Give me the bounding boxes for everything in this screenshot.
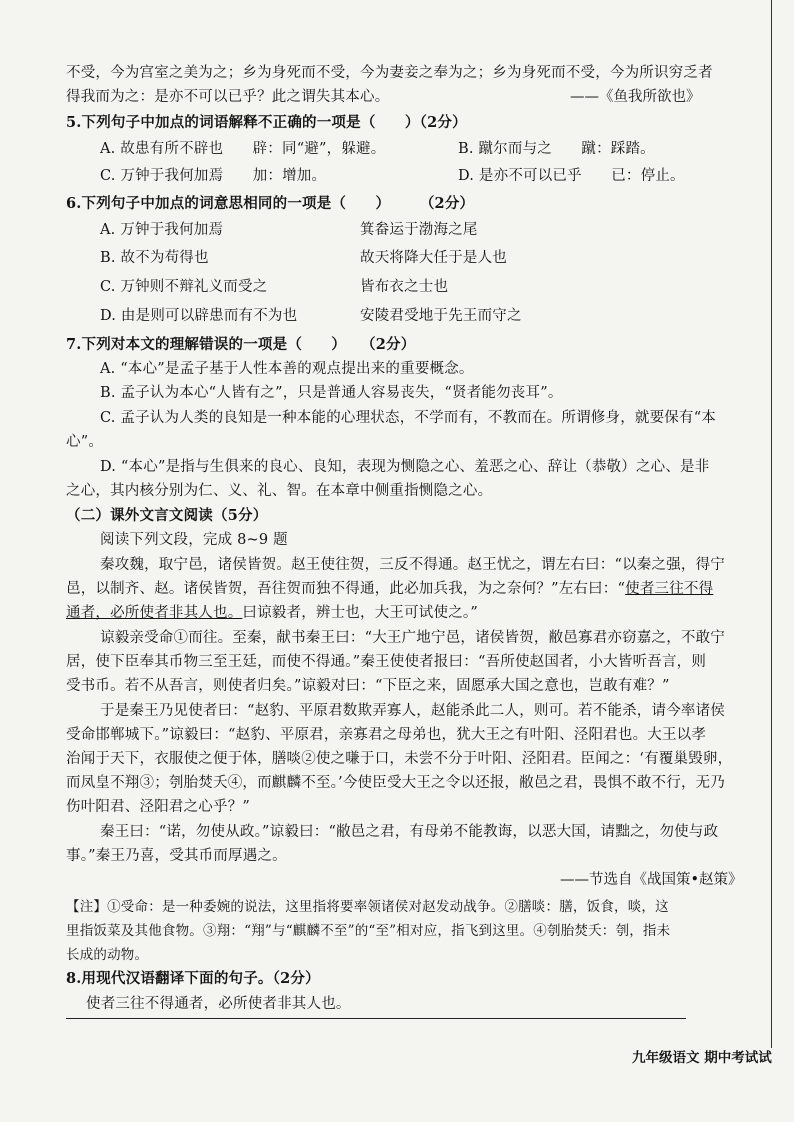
passage-line: 秦王曰：“诺，勿使从政。”谅毅曰：“敝邑之君，有母弟不能教诲，以恶大国，请黜之，勿使与政 bbox=[100, 824, 719, 840]
question-6-option-a-right: 箕畚运于渤海之尾 bbox=[360, 222, 478, 238]
page-footer: 九年级语文 期中考试试 bbox=[632, 1050, 772, 1066]
passage-source: ——节选自《战国策•赵策》 bbox=[560, 872, 743, 888]
passage-line: 秦攻魏，取宁邑，诸侯皆贺。赵王使往贺，三反不得通。赵王忧之，谓左右曰：“以秦之强，得宁 bbox=[100, 557, 726, 573]
passage-line: 治闻于天下，衣服使之便于体，膳啖②使之嗛于口，未尝不分于叶阳、泾阳君。臣闻之：‘有覆巢毁卵， bbox=[66, 751, 733, 767]
question-6-option-d-right: 安陵君受地于先王而守之 bbox=[360, 308, 522, 324]
passage-line: 于是秦王乃见使者曰：“赵豹、平原君数欺弄寡人，赵能杀此二人，则可。若不能杀，请今率诸侯 bbox=[100, 703, 726, 719]
intro-source: ——《鱼我所欲也》 bbox=[570, 89, 701, 105]
question-5-option-a: A. 故患有所不辟也 辟：同“避”，躲避。 bbox=[100, 141, 386, 157]
passage-text: 曰谅毅者，辨士也，大王可试使之。” bbox=[242, 605, 478, 621]
notes-line: 【注】①受命：是一种委婉的说法，这里指将要率领诸侯对赵发动战争。②膳啖：膳，饭食，啖，这 bbox=[66, 899, 669, 915]
question-7-option-d: D. “本心”是指与生俱来的良心、良知，表现为恻隐之心、羞恶之心、辞让（恭敬）之心、是非 bbox=[100, 459, 710, 475]
notes-line: 里指饭菜及其他食物。③翔：“翔”与“麒麟不至”的“至”相对应，指飞到这里。④刳胎焚夭：刳，指未 bbox=[66, 923, 671, 939]
question-7-stem: 7.下列对本文的理解错误的一项是（ ） （2分） bbox=[66, 336, 416, 353]
passage-text: 邑，以制齐、赵。诸侯皆贺，吾往贺而独不得通，此必加兵我，为之奈何？”左右曰：“ bbox=[66, 581, 626, 597]
passage-line: 居，使下臣奉其币物三至王廷，而使不得通。”秦王使使者报曰：“吾所使赵国者，小大皆听吾言，则 bbox=[66, 654, 707, 670]
section-instruction: 阅读下列文段，完成 8~9 题 bbox=[100, 532, 288, 548]
question-6-option-c-left: C. 万钟则不辩礼义而受之 bbox=[100, 279, 268, 295]
passage-line: 而凤皇不翔③；刳胎焚夭④，而麒麟不至。’今使臣受大王之令以还报，敝邑之君，畏惧不敢不行，无乃 bbox=[66, 775, 726, 791]
passage-line: 受书币。若不从吾言，则使者归矣。”谅毅对曰：“下臣之来，固愿承大国之意也，岂敢有难？” bbox=[66, 678, 670, 694]
passage-line: 谅毅亲受命①而往。至秦，献书秦王曰：“大王广地宁邑，诸侯皆贺，敝邑寡君亦窃嘉之，不敢宁 bbox=[100, 630, 726, 646]
question-5-option-b: B. 蹴尔而与之 蹴：踩踏。 bbox=[458, 141, 655, 157]
question-5-option-d: D. 是亦不可以已乎 已：停止。 bbox=[458, 168, 685, 184]
question-6-option-d-left: D. 由是则可以辟患而有不为也 bbox=[100, 308, 298, 324]
question-6-option-b-right: 故天将降大任于是人也 bbox=[360, 250, 507, 266]
question-6-option-a-left: A. 万钟于我何加焉 bbox=[100, 222, 224, 238]
question-7-option-b: B. 孟子认为本心“人皆有之”，只是普通人容易丧失，“贤者能勿丧耳”。 bbox=[100, 385, 563, 401]
passage-line: 伤叶阳君、泾阳君之心乎？” bbox=[66, 799, 251, 815]
question-6-option-c-right: 皆布衣之士也 bbox=[360, 279, 449, 295]
passage-line: 事。”秦王乃喜，受其币而厚遇之。 bbox=[66, 848, 287, 864]
page-margin-line bbox=[771, 0, 772, 1048]
passage-line bbox=[66, 580, 713, 598]
passage-line: 受命邯郸城下。”谅毅曰：“赵豹、平原君，亲寡君之母弟也，犹大王之有叶阳、泾阳君也。大王以孝 bbox=[66, 727, 707, 743]
question-8-sentence: 使者三往不得通者，必所使者非其人也。 bbox=[86, 996, 351, 1012]
question-7-option-c-cont: 心”。 bbox=[66, 434, 104, 450]
question-6-option-b-left: B. 故不为苟得也 bbox=[100, 250, 209, 266]
passage-underlined-sentence: 通者，必所使者非其人也。 bbox=[66, 605, 243, 621]
notes-line: 长成的动物。 bbox=[66, 947, 149, 963]
question-5-option-c: C. 万钟于我何加焉 加：增加。 bbox=[100, 168, 327, 184]
question-8-stem: 8.用现代汉语翻译下面的句子。（2分） bbox=[66, 970, 320, 987]
question-7-option-d-cont: 之心，其内核分别为仁、义、礼、智。在本章中侧重指恻隐之心。 bbox=[66, 483, 493, 499]
question-7-option-a: A. “本心”是孟子基于人性本善的观点提出来的重要概念。 bbox=[100, 361, 474, 377]
question-6-stem: 6.下列句子中加点的词意思相同的一项是（ ） （2分） bbox=[66, 195, 475, 212]
question-5-stem: 5.下列句子中加点的词语解释不正确的一项是（ ）（2分） bbox=[66, 114, 467, 131]
intro-line: 不受，今为宫室之美为之；乡为身死而不受，今为妻妾之奉为之；乡为身死而不受，今为所识穷乏者 bbox=[66, 65, 713, 81]
passage-line bbox=[66, 604, 478, 622]
question-7-option-c: C. 孟子认为人类的良知是一种本能的心理状态，不学而有，不教而在。所谓修身，就要保有“本 bbox=[100, 410, 717, 426]
answer-line[interactable] bbox=[66, 1018, 686, 1019]
intro-line: 得我而为之：是亦不可以已乎？此之谓失其本心。 bbox=[66, 89, 390, 105]
section-title: （二）课外文言文阅读（5分） bbox=[66, 507, 268, 524]
passage-underlined-sentence: 使者三往不得 bbox=[625, 581, 714, 597]
